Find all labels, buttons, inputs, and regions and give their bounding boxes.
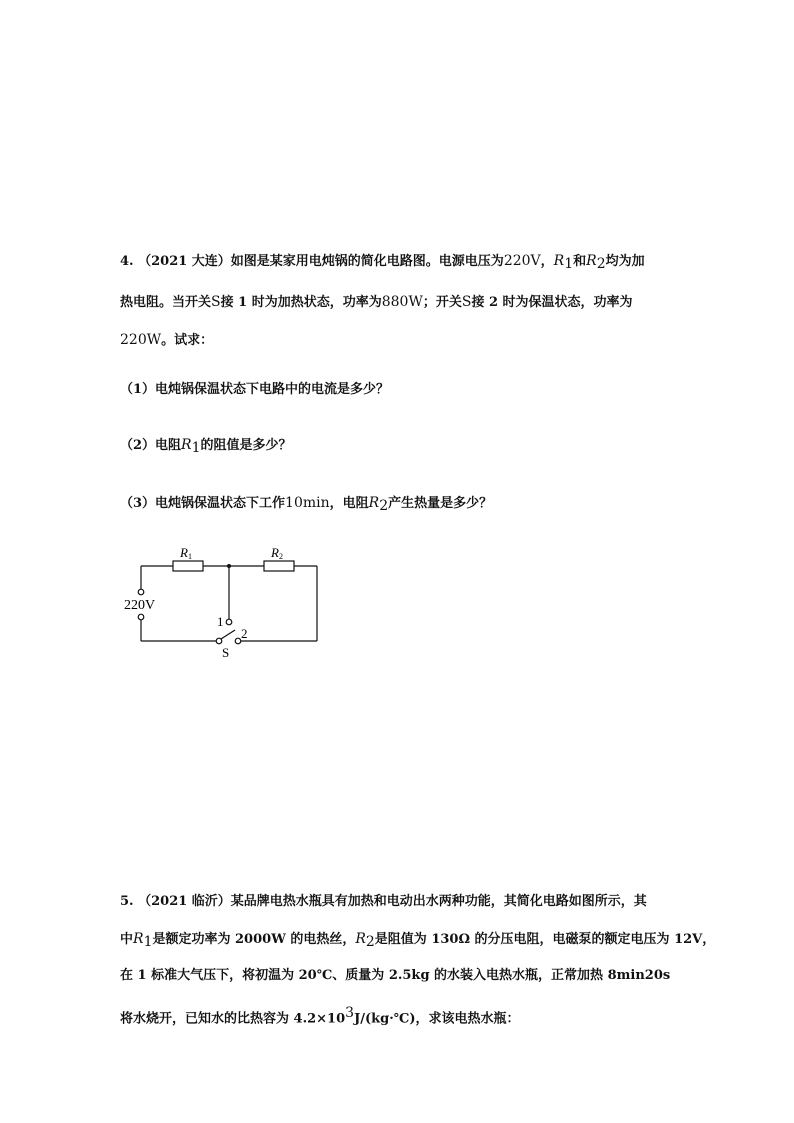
source-terminal-top (138, 589, 144, 595)
contact-1 (226, 619, 232, 625)
resistor-r2 (264, 561, 294, 571)
problem4-question2: （2）电阻$R_1$的阻值是多少？ (120, 437, 292, 456)
label-source: 220V (124, 598, 156, 613)
problem4-question3: （3）电炖锅保温状态下工作10min，电阻$R_2$产生热量是多少？ (120, 495, 493, 514)
label-r2: R2 (271, 545, 283, 561)
problem5-line4: 将水烧开，已知水的比热容为 $4.2\times 10^3J/(kg\cdot℃)$，求该电热水瓶： (120, 1005, 520, 1027)
source-terminal-bottom (138, 614, 144, 620)
problem4-line2: 热电阻。当开关S接 1 时为加热状态，功率为880W；开关S接 2 时为保温状态，功率为 (120, 294, 633, 310)
switch-blade (221, 630, 235, 639)
problem5-line1: 5. （2021 临沂）某品牌电热水瓶具有加热和电动出水两种功能，其简化电路如图所示，其 (120, 894, 647, 909)
problem5-line3: 在 1 标准大气压下，将初温为 20℃、质量为 2.5kg 的水装入电热水瓶，正常加热 8min20s (120, 968, 671, 983)
label-contact-1: 1 (217, 614, 224, 629)
label-r1: R1 (180, 545, 192, 561)
problem5-line2: 中$R_1$是额定功率为 2000W 的电热丝，$R_2$是阻值为 130Ω 的分压电阻，电磁泵的额定电压为 12V， (120, 931, 716, 950)
label-switch: S (222, 645, 230, 660)
resistor-r1 (173, 561, 203, 571)
label-contact-2: 2 (241, 626, 248, 641)
switch-pivot (216, 638, 222, 644)
circuit-diagram (118, 540, 328, 660)
problem4-line1: 4. （2021 大连）如图是某家用电炖锅的简化电路图。电源电压为220V，$R_1$和$R_2$均为加 (120, 253, 645, 272)
problem4-question1: （1）电炖锅保温状态下电路中的电流是多少？ (120, 382, 390, 397)
problem4-line3: 220W。试求： (120, 332, 214, 348)
contact-2 (235, 638, 241, 644)
junction-dot (227, 564, 231, 568)
